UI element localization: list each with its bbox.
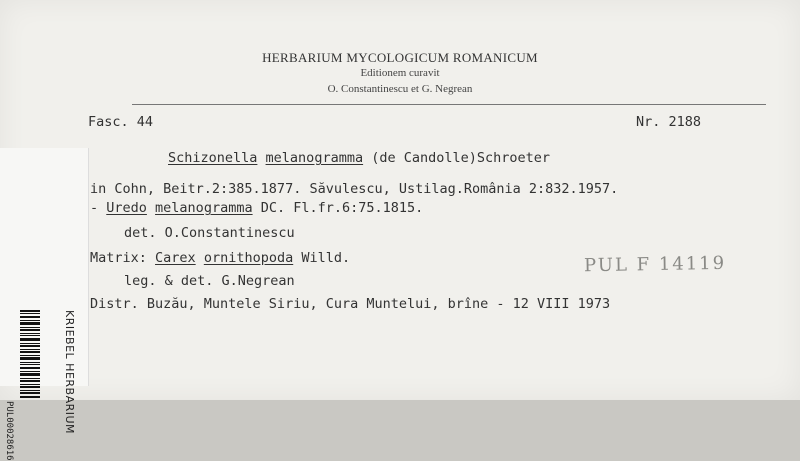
handwritten-accession: PUL F 14119 xyxy=(583,252,727,277)
barcode-number: PUL00028616 xyxy=(4,401,14,461)
determiner: det. O.Constantinescu xyxy=(124,225,295,241)
synonym-genus: Uredo xyxy=(106,200,147,216)
synonym-species: melanogramma xyxy=(155,200,253,216)
synonym-prefix: - xyxy=(90,200,107,216)
header-divider xyxy=(132,104,766,105)
taxon-name xyxy=(168,150,550,166)
matrix-line xyxy=(90,250,350,266)
synonym-rest: DC. Fl.fr.6:75.1815. xyxy=(252,200,424,216)
editors-line: O. Constantinescu et G. Negrean xyxy=(327,83,473,95)
barcode-label xyxy=(0,148,89,461)
taxon-genus: Schizonella xyxy=(168,150,258,166)
matrix-species: ornithopoda xyxy=(203,250,294,266)
fascicle-number: Fasc. 44 xyxy=(88,114,154,130)
matrix-authority: Willd. xyxy=(293,250,351,266)
matrix-genus: Carex xyxy=(155,250,196,266)
taxon-authority: (de Candolle)Schroeter xyxy=(363,150,551,166)
barcode xyxy=(20,310,40,398)
taxon-species: melanogramma xyxy=(265,150,364,166)
collector: leg. & det. G.Negrean xyxy=(124,273,295,289)
distribution-line: Distr. Buzău, Muntele Siriu, Cura Muntelui, brîne - 12 VIII 1973 xyxy=(90,296,611,312)
edition-line: Editionem curavit xyxy=(360,67,440,79)
matrix-label: Matrix: xyxy=(90,250,156,266)
barcode-herbarium-name: KRIEBEL HERBARIUM xyxy=(63,310,76,435)
institution-title: HERBARIUM MYCOLOGICUM ROMANICUM xyxy=(262,50,538,65)
citation-line: in Cohn, Beitr.2:385.1877. Săvulescu, Ustilag.România 2:832.1957. xyxy=(90,181,619,197)
synonym-line xyxy=(90,200,423,216)
specimen-number: Nr. 2188 xyxy=(636,114,702,130)
